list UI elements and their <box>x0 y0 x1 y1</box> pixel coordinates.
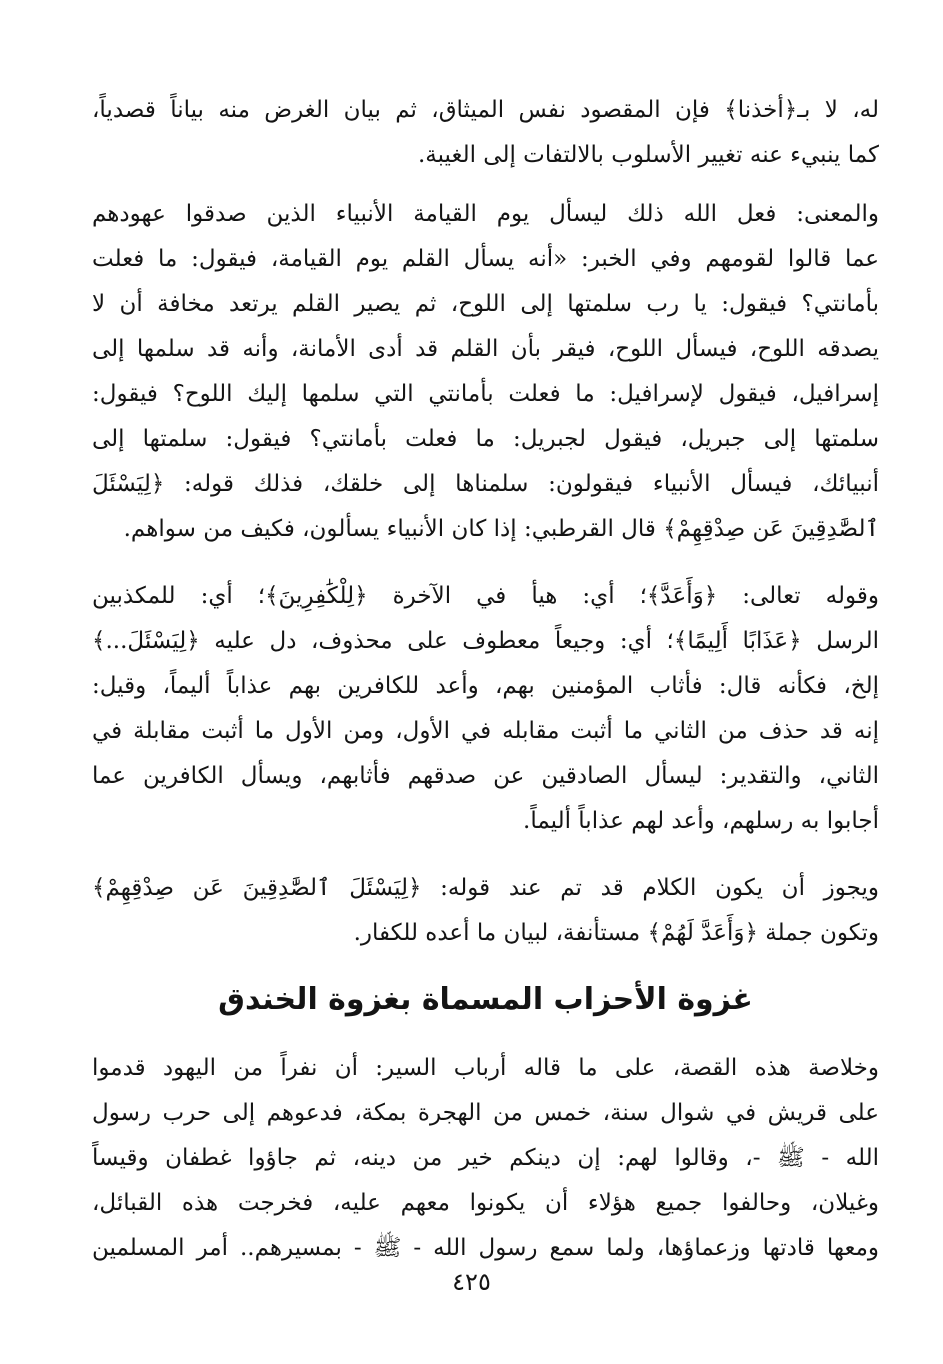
section-heading: غزوة الأحزاب المسماة بغزوة الخندق <box>218 982 753 1017</box>
text-line: يصدقه اللوح، فيسأل اللوح، فيقر بأن القلم قد أدى الأمانة، وأنه قد سلمها إلى <box>92 336 879 362</box>
text-line: بأمانتي؟ فيقول: يا رب سلمتها إلى اللوح، ثم يصير القلم يرتعد مخافة أن لا <box>92 291 879 317</box>
paragraph-2 <box>92 192 879 552</box>
text-line: عما قالوا لقومهم وفي الخبر: «أنه يسأل القلم يوم القيامة، فيقول: ما فعلت <box>92 246 879 272</box>
text-line: إسرافيل، فيقول لإسرافيل: ما فعلت بأمانتي التي سلمها إليك اللوح؟ فيقول: <box>92 381 879 407</box>
text-line: والمعنى: فعل الله ذلك ليسأل يوم القيامة الأنبياء الذين صدقوا عهودهم <box>92 201 879 227</box>
text-line: ٱلصَّٰدِقِينَ عَن صِدْقِهِمْ﴾ قال القرطبي: إذا كان الأنبياء يسألون، فكيف من سواهم. <box>123 516 879 542</box>
text-line: وتكون جملة ﴿وَأَعَدَّ لَهُمْ﴾ مستأنفة، لبيان ما أعده للكفار. <box>353 920 879 946</box>
text-line: كما ينبيء عنه تغيير الأسلوب بالالتفات إلى الغيبة. <box>417 142 879 168</box>
text-line: الرسل ﴿عَذَابًا أَلِيمًا﴾؛ أي: وجيعاً معطوف على محذوف، دل عليه ﴿لِيَسْئَلَ...﴾ <box>92 628 879 654</box>
page-number: ٤٢٥ <box>452 1268 491 1296</box>
text-line: ويجوز أن يكون الكلام قد تم عند قوله: ﴿لِيَسْئَلَ ٱلصَّٰدِقِينَ عَن صِدْقِهِمْ﴾ <box>92 875 879 901</box>
paragraph-4 <box>92 866 879 956</box>
text-line: أنبيائك، فيسأل الأنبياء فيقولون: سلمناها إلى خلقك، فذلك قوله: ﴿لِيَسْئَلَ <box>92 471 879 497</box>
paragraph-5 <box>92 1046 879 1271</box>
text-line: وغيلان، وحالفوا جميع هؤلاء أن يكونوا معهم عليه، فخرجت هذه القبائل، <box>92 1190 879 1216</box>
text-line: وخلاصة هذه القصة، على ما قاله أرباب السير: أن نفراً من اليهود قدموا <box>92 1055 879 1081</box>
text-line: إلخ، فكأنه قال: فأثاب المؤمنين بهم، وأعد للكافرين بهم عذاباً أليماً، وقيل: <box>92 673 879 699</box>
paragraph-3 <box>92 574 879 844</box>
text-line: وقوله تعالى: ﴿وَأَعَدَّ﴾؛ أي: هيأ في الآخرة ﴿لِلْكَٰفِرِينَ﴾؛ أي: للمكذبين <box>92 583 879 609</box>
text-line: إنه قد حذف من الثاني ما أثبت مقابله في الأول، ومن الأول ما أثبت مقابلة في <box>92 718 879 744</box>
text-line: الله - ﷺ -، وقالوا لهم: إن دينكم خير من دينه، ثم جاؤوا غطفان وقيساً <box>92 1145 879 1171</box>
text-line: أجابوا به رسلهم، وأعد لهم عذاباً أليماً. <box>523 808 879 834</box>
text-line: سلمتها إلى جبريل، فيقول لجبريل: ما فعلت بأمانتي؟ فيقول: سلمتها إلى <box>92 426 879 452</box>
page-body <box>92 88 879 1293</box>
text-line: له، لا بـ﴿أخذنا﴾ فإن المقصود نفس الميثاق، ثم بيان الغرض منه بياناً قصدياً، <box>92 97 879 123</box>
paragraph-1 <box>92 88 879 178</box>
text-line: ومعها قادتها وزعماؤها، ولما سمع رسول الله - ﷺ - بمسيرهم.. أمر المسلمين <box>92 1235 879 1261</box>
text-line: على قريش في شوال سنة، خمس من الهجرة بمكة، فدعوهم إلى حرب رسول <box>92 1100 879 1126</box>
text-line: الثاني، والتقدير: ليسأل الصادقين عن صدقهم فأثابهم، ويسأل الكافرين عما <box>92 763 879 789</box>
